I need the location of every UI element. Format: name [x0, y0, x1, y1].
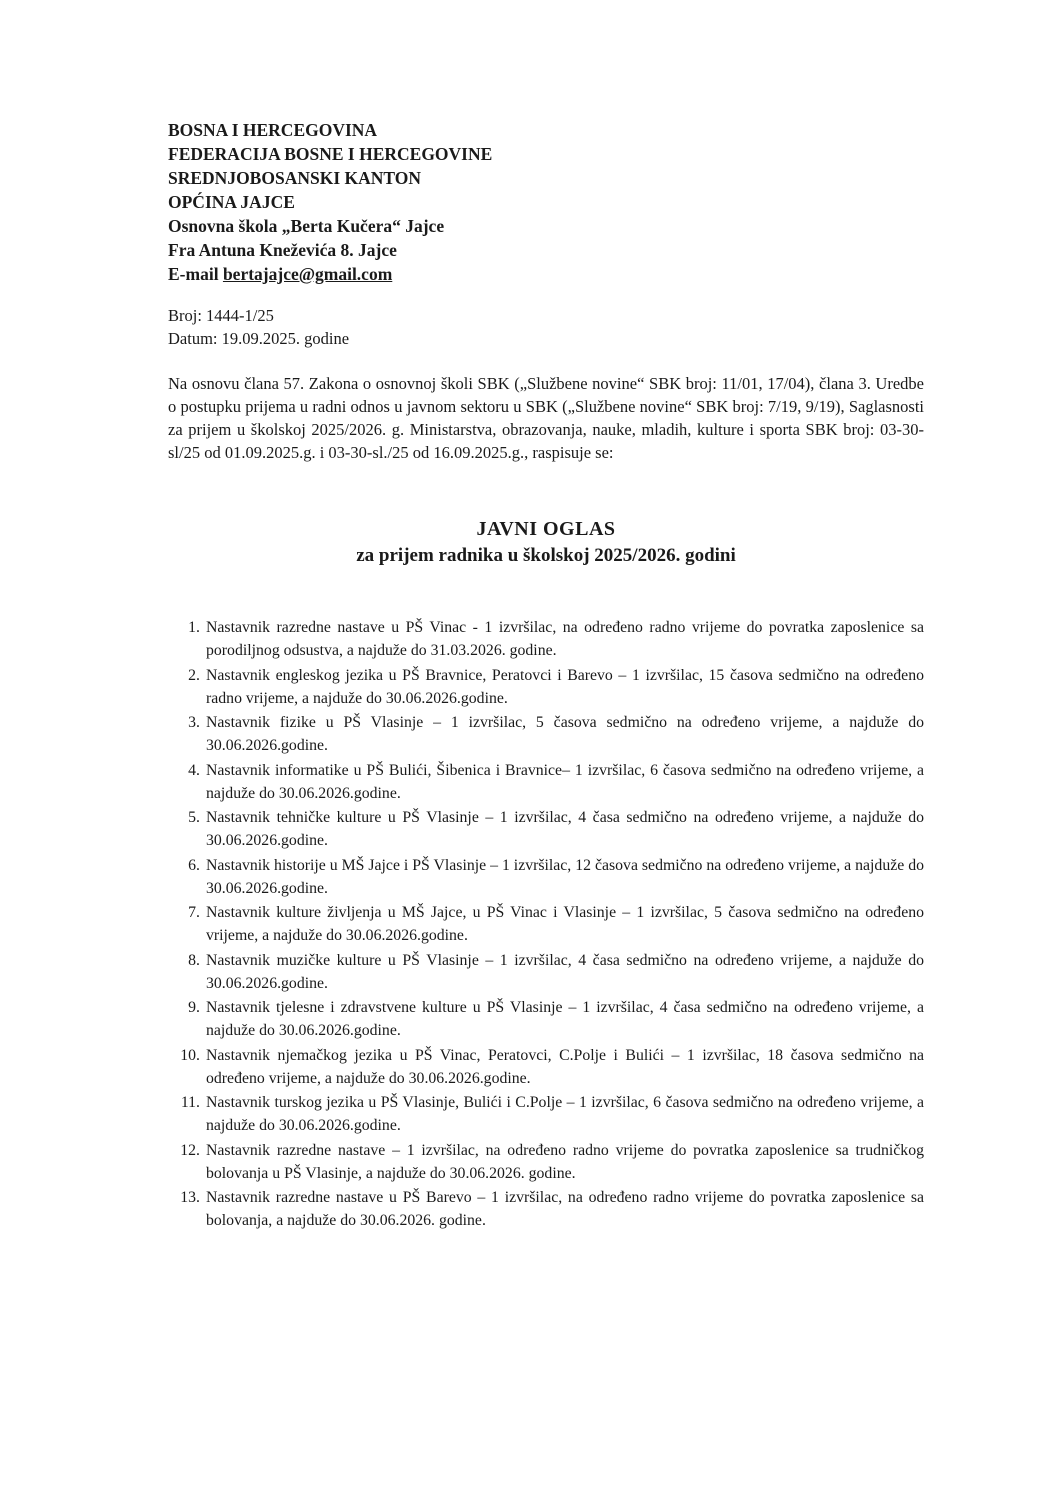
- position-number: 13.: [180, 1189, 200, 1206]
- position-item: [170, 759, 924, 805]
- position-text: Nastavnik historije u MŠ Jajce i PŠ Vlasinje – 1 izvršilac, 12 časova sedmično na određeno vrijeme, a najduže do 30.06.2026.godine.: [206, 856, 924, 897]
- position-text: Nastavnik razredne nastave u PŠ Barevo – 1 izvršilac, na određeno radno vrijeme do povratka zaposlenice sa bolovanja, a najduže do 30.06.2026. godine.: [206, 1189, 924, 1229]
- email-label: E-mail: [168, 264, 223, 284]
- position-item: [170, 1044, 924, 1090]
- position-text: Nastavnik tjelesne i zdravstvene kulture u PŠ Vlasinje – 1 izvršilac, 4 časa sedmično na određeno vrijeme, a najduže do 30.06.2026.godine.: [206, 999, 924, 1039]
- position-number: 9.: [188, 999, 200, 1016]
- position-text: Nastavnik engleskog jezika u PŠ Bravnice, Peratovci i Barevo – 1 izvršilac, 15 časova sedmično na određeno radno vrijeme, a najduže do 30.06.2026.godine.: [206, 666, 924, 707]
- announcement-title-block: [168, 515, 924, 569]
- position-item: [170, 664, 924, 710]
- position-item: [170, 806, 924, 852]
- position-item: [170, 901, 924, 947]
- position-item: [170, 854, 924, 900]
- position-text: Nastavnik tehničke kulture u PŠ Vlasinje – 1 izvršilac, 4 časa sedmično na određeno vrijeme, a najduže do 30.06.2026.godine.: [206, 809, 924, 849]
- letterhead-municipality: OPĆINA JAJCE: [168, 192, 295, 212]
- position-number: 11.: [180, 1094, 200, 1111]
- document-date: Datum: 19.09.2025. godine: [168, 329, 350, 348]
- position-text: Nastavnik kulture življenja u MŠ Jajce, u PŠ Vinac i Vlasinje – 1 izvršilac, 5 časova sedmično na određeno vrijeme, a najduže do 30.06.2026.godine.: [206, 904, 924, 944]
- position-list: [170, 616, 924, 1234]
- position-number: 2.: [188, 666, 200, 684]
- document-reference: [168, 304, 349, 350]
- letterhead-email-line: [168, 262, 492, 286]
- position-number: 3.: [188, 714, 200, 731]
- position-number: 8.: [188, 951, 200, 969]
- position-text: Nastavnik razredne nastave – 1 izvršilac, na određeno radno vrijeme do povratka zaposlenice sa trudničkog bolovanja u PŠ Vlasinje, a najduže do 30.06.2026. godine.: [206, 1141, 924, 1182]
- position-item: [170, 711, 924, 757]
- position-text: Nastavnik njemačkog jezika u PŠ Vinac, Peratovci, C.Polje i Bulići – 1 izvršilac, 18 časova sedmično na određeno vrijeme, a najduže do 30.06.2026.godine.: [206, 1046, 924, 1087]
- letterhead-school-name: Osnovna škola „Berta Kučera“ Jajce: [168, 216, 445, 236]
- position-number: 6.: [188, 856, 200, 874]
- intro-paragraph: Na osnovu člana 57. Zakona o osnovnoj školi SBK („Službene novine“ SBK broj: 11/01, 17/04), člana 3. Uredbe o postupku prijema u radni odnos u javnom sektoru u SBK („Službene novine“ SBK broj: 7/19, 9/19), Saglasnosti za prijem u školskoj 2025/2026. g. Ministarstva, obrazovanja, nauke, mladih, kulture i sporta SBK broj: 03-30-sl/25 od 01.09.2025.g. i 03-30-sl./25 od 16.09.2025.g., raspisuje se:: [168, 374, 924, 462]
- position-text: Nastavnik muzičke kulture u PŠ Vlasinje – 1 izvršilac, 4 časa sedmično na određeno vrijeme, a najduže do 30.06.2026.godine.: [206, 951, 924, 992]
- position-number: 5.: [188, 809, 200, 826]
- position-item: [170, 1091, 924, 1137]
- document-number: Broj: 1444-1/25: [168, 306, 274, 325]
- position-item: [170, 1139, 924, 1185]
- letterhead-canton: SREDNJOBOSANSKI KANTON: [168, 168, 421, 188]
- position-text: Nastavnik turskog jezika u PŠ Vlasinje, Bulići i C.Polje – 1 izvršilac, 6 časova sedmično na određeno vrijeme, a najduže do 30.06.2026.godine.: [206, 1094, 924, 1134]
- position-item: [170, 949, 924, 995]
- position-number: 7.: [188, 904, 200, 921]
- position-number: 10.: [180, 1046, 200, 1064]
- position-item: [170, 616, 924, 662]
- letterhead-address: Fra Antuna Kneževića 8. Jajce: [168, 240, 397, 260]
- announcement-title: JAVNI OGLAS: [476, 518, 616, 540]
- position-number: 12.: [180, 1141, 200, 1159]
- announcement-subtitle: za prijem radnika u školskoj 2025/2026. godini: [356, 545, 736, 566]
- letterhead: [168, 118, 492, 286]
- position-text: Nastavnik razredne nastave u PŠ Vinac - 1 izvršilac, na određeno radno vrijeme do povratka zaposlenice sa porodiljnog odsustva, a najduže do 31.03.2026. godine.: [206, 619, 924, 659]
- letterhead-federation: FEDERACIJA BOSNE I HERCEGOVINE: [168, 144, 493, 164]
- position-text: Nastavnik informatike u PŠ Bulići, Šibenica i Bravnice– 1 izvršilac, 6 časova sedmično na određeno vrijeme, a najduže do 30.06.2026.godine.: [206, 761, 924, 802]
- email-link[interactable]: bertajajce@gmail.com: [222, 264, 393, 284]
- position-number: 4.: [188, 761, 200, 779]
- position-item: [170, 996, 924, 1042]
- position-item: [170, 1186, 924, 1232]
- position-text: Nastavnik fizike u PŠ Vlasinje – 1 izvršilac, 5 časova sedmično na određeno vrijeme, a najduže do 30.06.2026.godine.: [206, 714, 924, 754]
- letterhead-country: BOSNA I HERCEGOVINA: [168, 120, 378, 140]
- position-number: 1.: [188, 619, 200, 636]
